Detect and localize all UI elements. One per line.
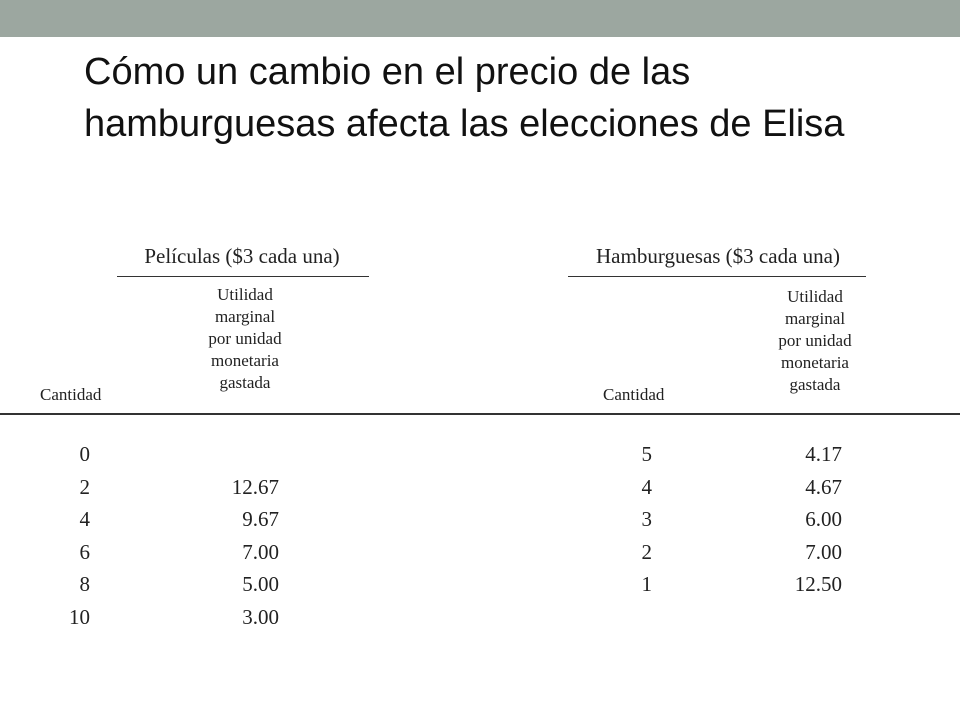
table-cell: 6	[79, 539, 90, 564]
table-cell: 7.00	[805, 539, 842, 564]
mu-header-line: marginal	[784, 309, 846, 328]
table-cell: 0	[79, 442, 90, 466]
table-cell: 9.67	[242, 507, 279, 531]
table-cell: 10	[69, 604, 90, 629]
mu-header-line: Utilidad	[787, 287, 843, 306]
peliculas-quantity-header: Cantidad	[40, 385, 102, 404]
mu-header-line: monetaria	[211, 351, 279, 370]
mu-header-line: monetaria	[781, 353, 849, 372]
mu-header-line: gastada	[789, 375, 841, 394]
mu-header-line: por unidad	[208, 329, 282, 348]
hamburguesas-heading: Hamburguesas ($3 cada una)	[596, 244, 840, 268]
table-cell: 3.00	[242, 604, 279, 629]
peliculas-mu-header	[175, 284, 315, 394]
table-cell: 4	[641, 474, 652, 499]
top-accent-bar	[0, 0, 960, 37]
table-cell: 12.50	[794, 572, 842, 596]
hamburguesas-quantity-column	[592, 438, 652, 601]
hamburguesas-quantity-header: Cantidad	[603, 385, 665, 404]
table-cell: 2	[641, 539, 652, 564]
mu-header-line: marginal	[214, 307, 276, 326]
hamburguesas-mu-column	[742, 438, 842, 601]
table-cell	[180, 438, 279, 471]
mu-header-line: Utilidad	[217, 285, 273, 304]
table-cell: 5.00	[242, 572, 279, 596]
table-cell: 6.00	[805, 507, 842, 531]
table-cell: 7.00	[242, 539, 279, 564]
mu-header-line: por unidad	[778, 331, 852, 350]
hamburguesas-heading-rule	[568, 276, 866, 277]
table-cell: 12.67	[231, 474, 279, 499]
table-cell: 4	[79, 507, 90, 531]
peliculas-heading-rule	[117, 276, 369, 277]
table-header-rule	[0, 413, 960, 415]
slide-title: Cómo un cambio en el precio de las hamburguesas afecta las elecciones de Elisa	[84, 51, 845, 145]
peliculas-quantity-column	[30, 438, 90, 633]
peliculas-heading: Películas ($3 cada una)	[144, 244, 340, 268]
table-cell: 8	[79, 572, 90, 596]
hamburguesas-mu-header	[745, 286, 885, 396]
mu-header-line: gastada	[219, 373, 271, 392]
table-cell: 4.17	[805, 442, 842, 466]
table-cell: 1	[641, 572, 652, 596]
table-cell: 3	[641, 507, 652, 531]
table-cell: 5	[641, 442, 652, 466]
peliculas-mu-column	[180, 438, 279, 633]
table-cell: 2	[79, 474, 90, 499]
table-cell: 4.67	[805, 474, 842, 499]
